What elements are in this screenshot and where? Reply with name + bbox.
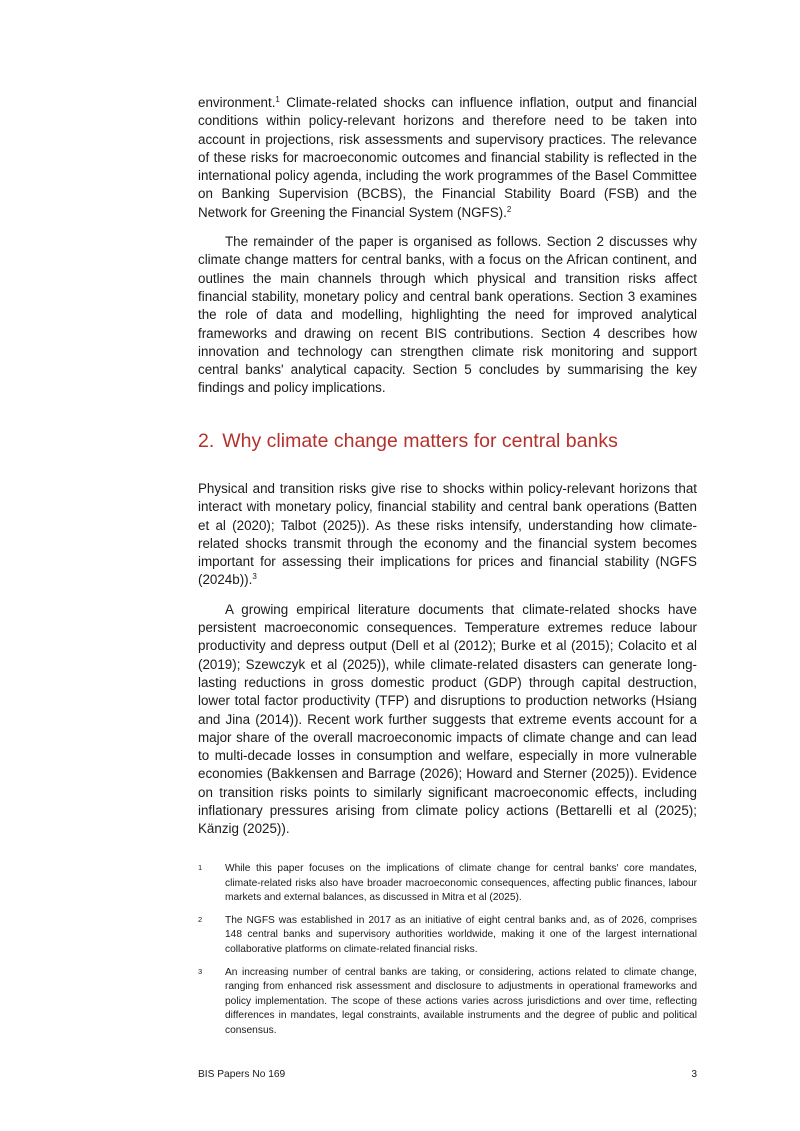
section-text-block xyxy=(198,480,697,839)
footnote-mark: 2 xyxy=(198,914,203,924)
paragraph-text: Physical and transition risks give rise to shocks within policy-relevant horizons that interact with monetary policy, financial stability and central bank operations (Batten et al (2020); Talbot (2025)). As these risks intensify, understanding how climate-related shocks transmit through the economy and the financial system becomes important for assessing their implications for prices and financial stability (NGFS (2024b)). xyxy=(198,481,697,588)
footnote-text: While this paper focuses on the implications of climate change for central banks' core mandates, climate-related risks also have broader macroeconomic consequences, affecting public finances, labour markets and external balances, as discussed in Mitra et al (2025). xyxy=(225,863,697,904)
section-title: Why climate change matters for central banks xyxy=(222,430,618,452)
paragraph-text: environment. xyxy=(198,95,276,110)
footnote xyxy=(198,914,697,958)
intro-text-block xyxy=(198,94,697,398)
footnote xyxy=(198,862,697,906)
paragraph xyxy=(198,94,697,222)
paragraph: The remainder of the paper is organised as follows. Section 2 discusses why climate change matters for central banks, with a focus on the African continent, and outlines the main channels through which physical and transition risks affect financial stability, monetary policy and central bank operations. Section 3 examines the role of data and modelling, highlighting the need for improved analytical frameworks and drawing on recent BIS contributions. Section 4 describes how innovation and technology can strengthen climate risk monitoring and support central banks' analytical capacity. Section 5 concludes by summarising the key findings and policy implications. xyxy=(198,234,697,396)
footnotes xyxy=(198,862,697,1047)
paragraph-text: Climate-related shocks can influence inflation, output and financial conditions within policy-relevant horizons and therefore need to be taken into account in projections, risk assessments and supervisory practices. The relevance of these risks for macroeconomic outcomes and financial stability is reflected in the international policy agenda, including the work programmes of the Basel Committee on Banking Supervision (BCBS), the Financial Stability Board (FSB) and the Network for Greening the Financial System (NGFS). xyxy=(198,95,697,220)
page-footer xyxy=(198,1068,697,1082)
page-number: 3 xyxy=(691,1069,697,1080)
footnote-reference[interactable]: 2 xyxy=(506,204,512,214)
footnote-text: The NGFS was established in 2017 as an initiative of eight central banks and, as of 2026, comprises 148 central banks and supervisory authorities worldwide, making it one of the largest international collaborative platforms on climate-related financial risks. xyxy=(225,914,697,955)
footnote-reference[interactable]: 1 xyxy=(275,95,280,104)
footnote xyxy=(198,966,697,1039)
footnote-mark: 3 xyxy=(198,966,203,976)
footnote-text: An increasing number of central banks are taking, or considering, actions related to climate change, ranging from enhanced risk assessment and disclosure to adjustments in operational frameworks and policy implementation. The scope of these actions varies across jurisdictions and over time, reflecting differences in mandates, legal constraints, available instruments and the degree of public and political consensus. xyxy=(225,966,697,1036)
paragraph xyxy=(198,480,697,590)
section-heading xyxy=(198,428,697,454)
section-number: 2. xyxy=(198,430,215,452)
publication-name: BIS Papers No 169 xyxy=(198,1069,286,1080)
paragraph: A growing empirical literature documents that climate-related shocks have persistent macroeconomic consequences. Temperature extremes reduce labour productivity and depress output (Dell et al (2012); Burke et al (2015); Colacito et al (2019); Szewczyk et al (2025)), while climate-related disasters can generate long-lasting reductions in gross domestic product (GDP) through capital destruction, lower total factor productivity (TFP) and disruptions to production networks (Hsiang and Jina (2014)). Recent work further suggests that extreme events account for a major share of the overall macroeconomic impacts of climate change and can lead to multi-decade losses in consumption and welfare, especially in more vulnerable economies (Bakkensen and Barrage (2026); Howard and Sterner (2025)). Evidence on transition risks points to similarly significant macroeconomic effects, including inflationary pressures arising from climate policy actions (Bettarelli et al (2025); Känzig (2025)). xyxy=(198,601,697,837)
footnote-reference[interactable]: 3 xyxy=(252,572,257,582)
footnote-mark: 1 xyxy=(198,863,203,872)
